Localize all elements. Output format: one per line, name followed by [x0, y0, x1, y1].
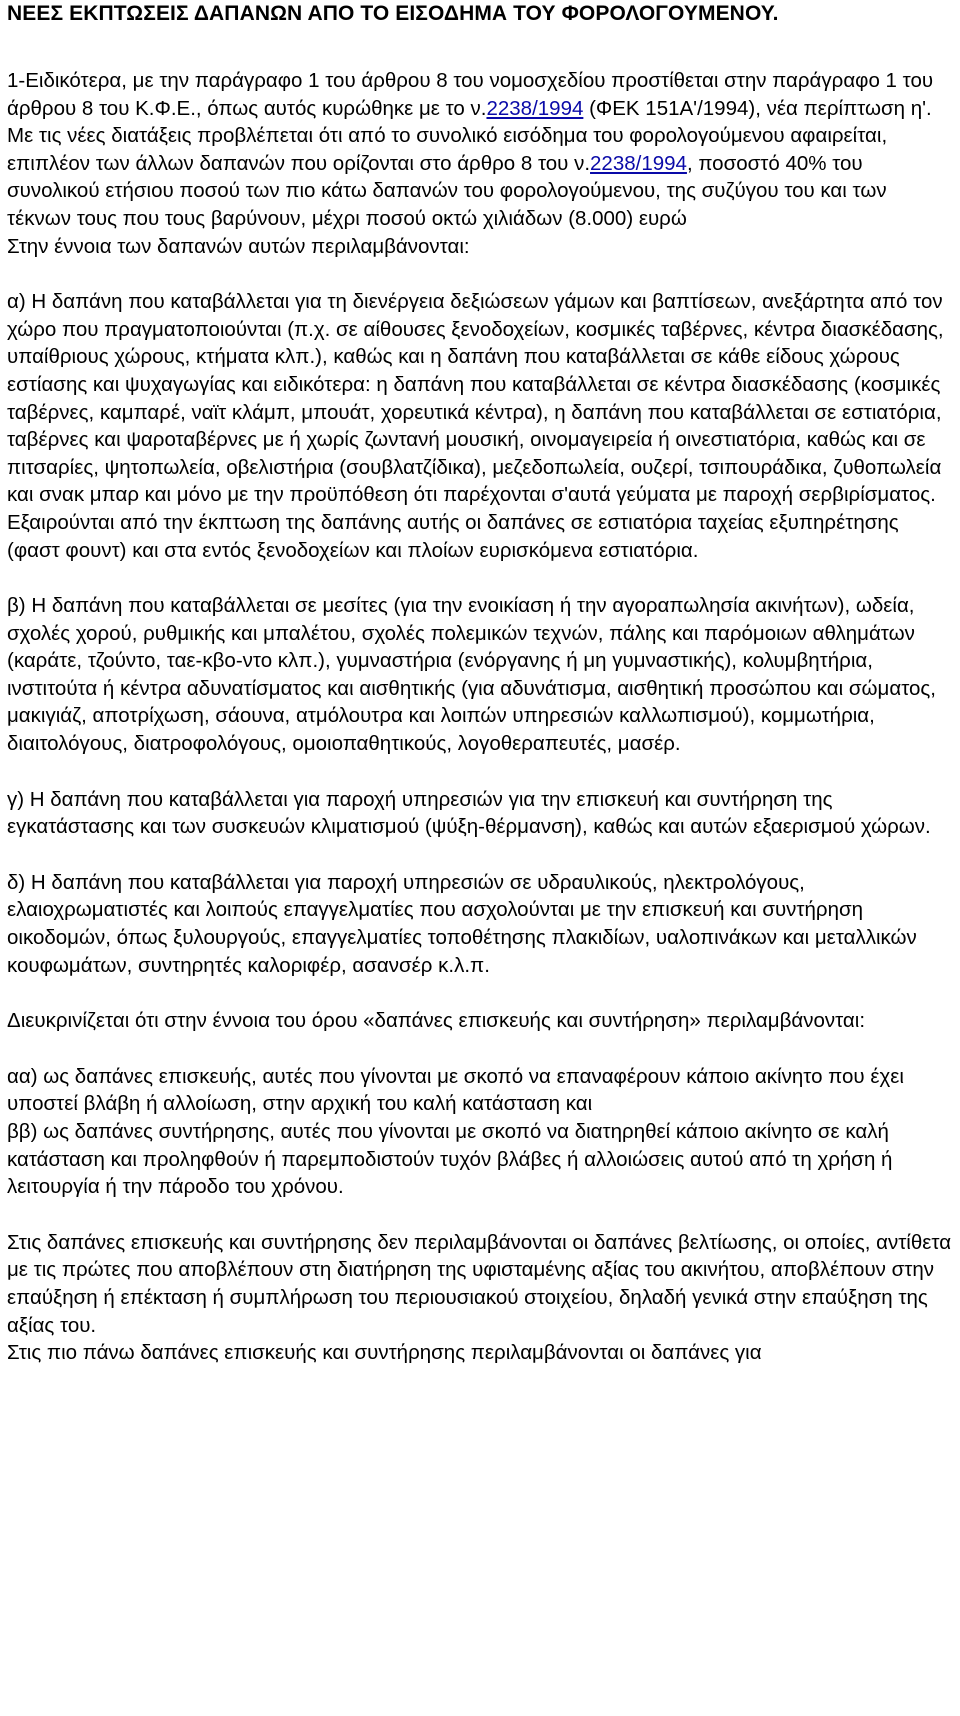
spacer	[7, 979, 953, 1007]
last-line: Στις πιο πάνω δαπάνες επισκευής και συντήρησης περιλαμβάνονται οι δαπάνες για	[7, 1341, 762, 1365]
item-a: α) Η δαπάνη που καταβάλλεται για τη διενέργεια δεξιώσεων γάμων και βαπτίσεων, ανεξάρτητα από τον χώρο που πραγματοποιούνται (π.χ. σε αίθουσες ξενοδοχείων, κοσμικές ταβέρνες, κέντρα διασκέδασης, υπαίθριους χώρους, κτήματα κλπ.), καθώς και η δαπάνη που καταβάλλεται σε κάθε είδους χώρους εστίασης και ψυχαγωγίας και ειδικότερα: η δαπάνη που καταβάλλεται σε κέντρα διασκέδασης (κοσμικές ταβέρνες, καμπαρέ, ναϊτ κλάμπ, μπουάτ, χορευτικά κέντρα), η δαπάνη που καταβάλλεται σε εστιατόρια, ταβέρνες και ψαροταβέρνες με ή χωρίς ζωντανή μουσική, οινομαγειρεία ή οινεστιατόρια, καθώς και σε πιτσαρίες, ψητοπωλεία, οβελιστήρια (σουβλατζίδικα), μεζεδοπωλεία, ουζερί, τσιπουράδικα, ζυθοπωλεία και σνακ μπαρ και μόνο με την προϋπόθεση ότι παρέχονται σ'αυτά γεύματα με παροχή σερβιρίσματος. Εξαιρούνται από την έκπτωση της δαπάνης αυτής οι δαπάνες σε εστιατόρια ταχείας εξυπηρέτησης (φαστ φουντ) και στα εντός ξενοδοχείων και πλοίων ευρισκόμενα εστιατόρια.	[7, 290, 944, 562]
subitem-aa: αα) ως δαπάνες επισκευής, αυτές που γίνονται με σκοπό να επαναφέρουν κάποιο ακίνητο που έχει υποστεί βλάβη ή αλλοίωση, στην αρχική του καλή κατάσταση και	[7, 1064, 904, 1116]
spacer	[7, 260, 953, 288]
intro-paragraph	[7, 67, 953, 233]
law-link[interactable]: 2238/1994	[486, 96, 584, 120]
item-b: β) Η δαπάνη που καταβάλλεται σε μεσίτες (για την ενοικίαση ή την αγοραπωλησία ακινήτων), ωδεία, σχολές χορού, ρυθμικής και μπαλέτου, σχολές πολεμικών τεχνών, πάλης και παρόμοιων αθλημάτων (καράτε, τζούντο, ταε-κβο-ντο κλπ.), γυμναστήρια (ενόργανης ή μη γυμναστικής), κολυμβητήρια, ινστιτούτα ή κέντρα αδυνατίσματος και αισθητικής (για αδυνάτισμα, αισθητική προσώπου και σώματος, μακιγιάζ, αποτρίχωση, σάουνα, ατμόλουτρα και λοιπών υπηρεσιών καλλωπισμού), κομμωτήρια, διαιτολόγους, διατροφολόγους, ομοιοπαθητικούς, λογοθεραπευτές, μασέρ.	[7, 594, 937, 756]
spacer	[7, 1201, 953, 1229]
subitem-bb: ββ) ως δαπάνες συντήρησης, αυτές που γίνονται με σκοπό να διατηρηθεί κάποιο ακίνητο σε καλή κατάσταση και προληφθούν ή παρεμποδιστούν τυχόν βλάβες ή αλλοιώσεις αυτού από τη χρήση ή λειτουργία ή την πάροδο του χρόνου.	[7, 1120, 893, 1199]
spacer	[7, 841, 953, 869]
item-c: γ) Η δαπάνη που καταβάλλεται για παροχή υπηρεσιών για την επισκευή και συντήρηση της εγκατάστασης και των συσκευών κλιματισμού (ψύξη-θέρμανση), καθώς και αυτών εξαερισμού χώρων.	[7, 787, 931, 839]
intro-text-2: (ΦΕΚ 151Α'/1994), νέα περίπτωση η'. Με τις νέες διατάξεις προβλέπεται ότι από το συνολικό εισόδημα του φορολογούμενου αφαιρείται, επιπλέον των άλλων δαπανών που ορίζονται στο άρθρο 8 του ν.	[7, 96, 932, 175]
document	[7, 0, 953, 1367]
clarification-paragraph: Διευκρινίζεται ότι στην έννοια του όρου «δαπάνες επισκευής και συντήρηση» περιλαμβάνονται:	[7, 1009, 866, 1033]
spacer	[7, 27, 953, 67]
spacer	[7, 758, 953, 786]
intro-text-1: 1-Ειδικότερα, με την παράγραφο 1 του άρθρου 8 του νομοσχεδίου προστίθεται στην παράγραφο 1 του άρθρου 8 του Κ.Φ.Ε., όπως αυτός κυρώθηκε με το ν.	[7, 69, 934, 120]
page-title: ΝΕΕΣ ΕΚΠΤΩΣΕΙΣ ΔΑΠΑΝΩΝ ΑΠΟ ΤΟ ΕΙΣΟΔΗΜΑ ΤΟΥ ΦΟΡΟΛΟΓΟΥΜΕΝΟΥ.	[7, 2, 779, 25]
intro-line-2: Στην έννοια των δαπανών αυτών περιλαμβάνονται:	[7, 234, 470, 258]
exclusion-paragraph: Στις δαπάνες επισκευής και συντήρησης δεν περιλαμβάνονται οι δαπάνες βελτίωσης, οι οποίες, αντίθετα με τις πρώτες που αποβλέπουν στη διατήρηση της υφισταμένης αξίας του ακινήτου, αποβλέπουν στην επαύξηση ή επέκταση ή συμπλήρωση του περιουσιακού στοιχείου, δηλαδή γενικά στην επαύξηση της αξίας του.	[7, 1230, 952, 1337]
intro-text-3: , ποσοστό 40% του συνολικού ετήσιου ποσού των πιο κάτω δαπανών του φορολογούμενου, της συζύγου του και των τέκνων τους που τους βαρύνουν, μέχρι ποσού οκτώ χιλιάδων (8.000) ευρώ	[7, 151, 887, 230]
spacer	[7, 564, 953, 592]
spacer	[7, 1035, 953, 1063]
item-d: δ) Η δαπάνη που καταβάλλεται για παροχή υπηρεσιών σε υδραυλικούς, ηλεκτρολόγους, ελαιοχρωματιστές και λοιπούς επαγγελματίες που ασχολούνται με την επισκευή και συντήρηση οικοδομών, όπως ξυλουργούς, επαγγελματίες τοποθέτησης πλακιδίων, υαλοπινάκων και μεταλλικών κουφωμάτων, συντηρητές καλοριφέρ, ασανσέρ κ.λ.π.	[7, 870, 917, 977]
law-link[interactable]: 2238/1994	[590, 151, 687, 175]
